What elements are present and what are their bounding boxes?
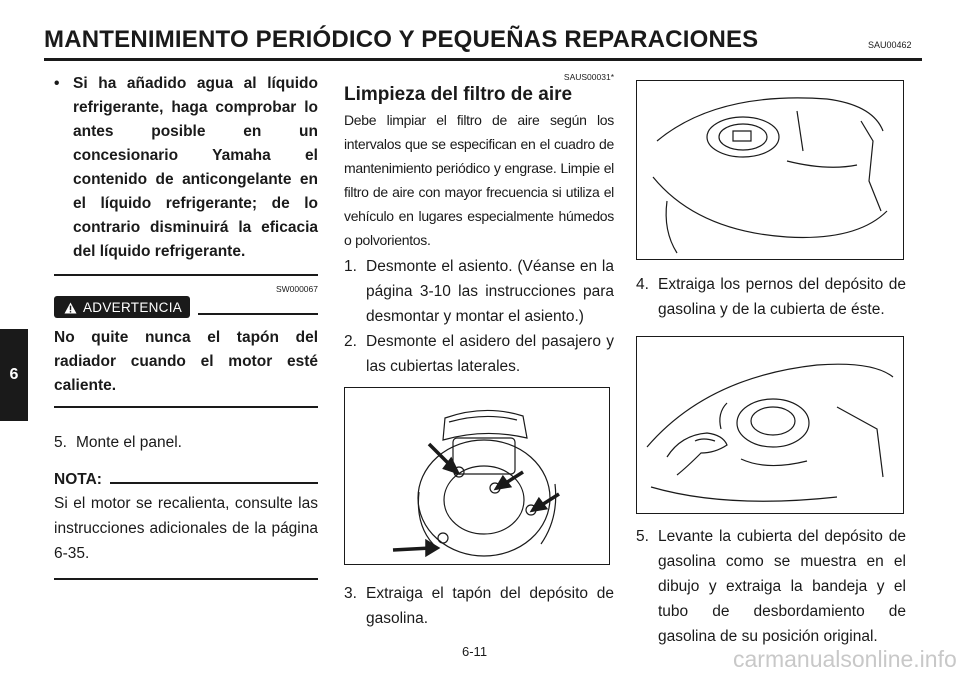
lift-tank-cover-illustration <box>637 337 903 513</box>
column-middle <box>344 72 614 631</box>
column-right <box>636 72 906 649</box>
bullet-text: Si ha añadido agua al líquido refrigerante, haga comprobar lo antes posible en un concesionario Yamaha el contenido de anticongelante en el líquido refrigerante; de lo contrario disminuirá la eficacia del líquido refrigerante. <box>73 75 318 260</box>
warning-triangle-icon <box>64 302 77 314</box>
watermark: carmanualsonline.info <box>733 646 957 672</box>
step-number: 2. <box>344 333 357 350</box>
section-title: Limpieza del filtro de aire <box>344 84 573 105</box>
divider <box>54 406 318 408</box>
divider <box>54 578 318 580</box>
figure-fuel-cap-bolts <box>344 387 610 565</box>
fuel-tank-illustration <box>637 81 903 259</box>
step-5-panel <box>54 430 318 455</box>
step-number: 3. <box>344 585 357 602</box>
divider <box>54 274 318 276</box>
step-text: Levante la cubierta del depósito de gasolina como se muestra en el dibujo y extraiga la bandeja y el tubo de desbordamiento de gasolina de su posición original. <box>658 528 906 645</box>
warning-text: No quite nunca el tapón del radiador cuando el motor esté caliente. <box>54 329 318 394</box>
section-code: SAUS00031* <box>563 72 614 82</box>
page-code: SAU00462 <box>868 40 912 50</box>
step-4-bolts <box>636 272 906 322</box>
step-2-grab-bar <box>344 329 614 379</box>
step-5-lift-cover <box>636 524 906 649</box>
page-number: 6-11 <box>462 644 488 659</box>
section-intro: Debe limpiar el filtro de aire según los intervalos que se especifican en el cuadro de mantenimiento periódico y engrase. Limpie el filtro de aire con mayor frecuencia si utiliza el vehículo en lugares especialmente húmedos o polvorientos. <box>344 112 614 248</box>
step-number: 5. <box>54 434 67 451</box>
nota-header <box>54 471 318 489</box>
figure-fuel-tank-top <box>636 80 904 260</box>
nota-label: NOTA: <box>54 471 102 488</box>
warning-code: SW000067 <box>275 284 318 294</box>
nota-line <box>110 482 318 484</box>
step-text: Extraiga los pernos del depósito de gasolina y de la cubierta de éste. <box>658 276 906 318</box>
warning-line <box>198 313 318 315</box>
step-number: 4. <box>636 276 649 293</box>
step-1-seat <box>344 254 614 329</box>
figure-lift-cover <box>636 336 904 514</box>
chapter-tab[interactable] <box>0 329 28 421</box>
step-text: Monte el panel. <box>76 434 182 451</box>
column-left <box>54 72 318 580</box>
step-text: Extraiga el tapón del depósito de gasolina. <box>366 585 614 627</box>
bullet-dot: • <box>54 75 60 92</box>
chapter-tab-label: 6 <box>9 366 19 383</box>
step-text: Desmonte el asidero del pasajero y las cubiertas laterales. <box>366 333 614 375</box>
title-rule <box>44 58 922 61</box>
step-number: 5. <box>636 528 649 545</box>
page-title: MANTENIMIENTO PERIÓDICO Y PEQUEÑAS REPARACIONES <box>44 26 759 53</box>
step-number: 1. <box>344 258 357 275</box>
fuel-tank-cap-illustration <box>345 388 609 564</box>
warning-header <box>54 296 318 318</box>
warning-badge <box>54 296 190 318</box>
nota-text: Si el motor se recalienta, consulte las instrucciones adicionales de la página 6-35. <box>54 495 318 562</box>
warning-label: ADVERTENCIA <box>83 300 183 315</box>
step-text: Desmonte el asiento. (Véanse en la página 3-10 las instrucciones para desmontar y montar el asiento.) <box>366 258 614 325</box>
step-3-fuel-cap <box>344 581 614 631</box>
bullet-coolant-note <box>54 72 318 264</box>
